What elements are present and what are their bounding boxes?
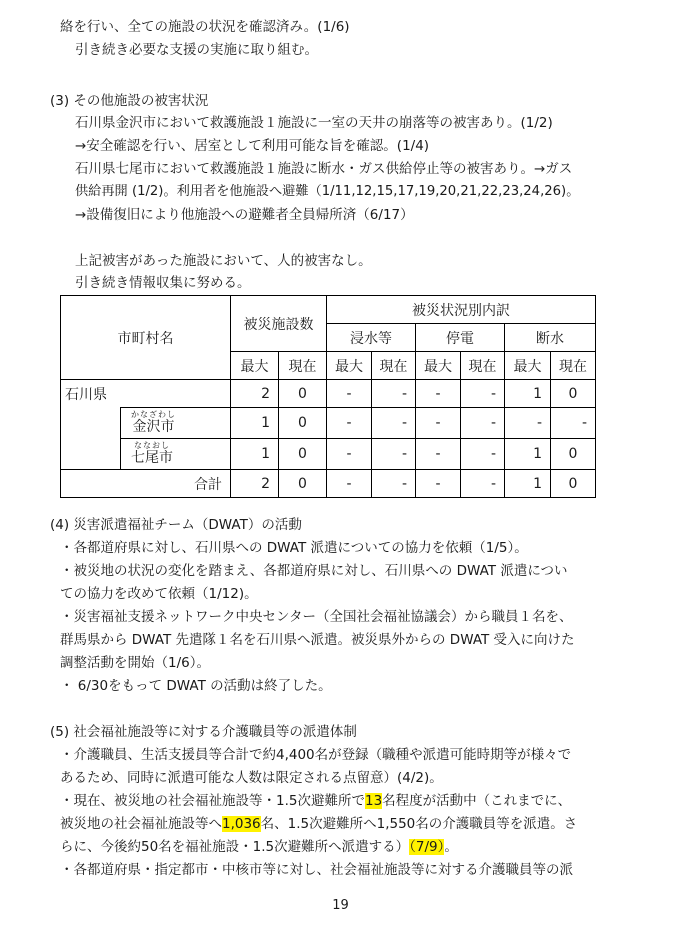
text-line: →安全確認を行い、居室として利用可能な旨を確認。(1/4) <box>75 138 430 154</box>
table-cell: 0 <box>279 380 327 408</box>
table-cell: - <box>505 408 551 439</box>
table-cell: - <box>416 439 461 470</box>
table-cell: 0 <box>279 470 327 498</box>
table-cell: 1 <box>505 380 551 408</box>
table-row <box>61 439 596 470</box>
table-cell: - <box>327 408 372 439</box>
table-cell: 2 <box>231 380 279 408</box>
row-name-kanazawa <box>121 408 231 439</box>
table-cell: 1 <box>231 439 279 470</box>
text-span: 被災地の社会福祉施設等へ <box>60 816 222 832</box>
table-cell: - <box>416 408 461 439</box>
header-max: 最大 <box>416 352 461 380</box>
text-line: 石川県七尾市において救護施設１施設に断水・ガス供給停止等の被害あり。→ガス <box>75 161 573 177</box>
header-municipality: 市町村名 <box>61 296 231 380</box>
table-cell: 2 <box>231 470 279 498</box>
text-line: 引き続き必要な支援の実施に取り組む。 <box>75 42 318 58</box>
section-heading-5: (5) 社会福祉施設等に対する介護職員等の派遣体制 <box>50 724 357 740</box>
text-line: ・各都道府県に対し、石川県への DWAT 派遣についての協力を依頼（1/5）。 <box>60 540 528 556</box>
table-cell: - <box>327 439 372 470</box>
damage-table <box>60 295 596 498</box>
page-number: 19 <box>332 898 349 913</box>
text-line <box>60 792 571 810</box>
table-row <box>61 408 596 439</box>
ruby-text: ななおし <box>134 441 170 450</box>
header-now: 現在 <box>551 352 596 380</box>
highlighted-date: （7/9） <box>409 839 445 855</box>
table-cell: 0 <box>551 470 596 498</box>
header-max: 最大 <box>231 352 279 380</box>
text-line: 調整活動を開始（1/6）。 <box>60 655 210 671</box>
header-damaged-count: 被災施設数 <box>231 296 327 352</box>
text-span: ・現在、被災地の社会福祉施設等・1.5次避難所で <box>60 793 365 809</box>
row-name-prefecture: 石川県 <box>61 380 231 408</box>
text-line <box>60 838 458 856</box>
text-line: ての協力を改めて依頼（1/12)。 <box>60 586 258 602</box>
header-now: 現在 <box>372 352 416 380</box>
table-cell: - <box>372 470 416 498</box>
table-cell: 0 <box>279 439 327 470</box>
text-line: あるため、同時に派遣可能な人数は限定される点留意）(4/2)。 <box>60 770 443 786</box>
table-cell: - <box>461 439 505 470</box>
header-breakdown: 被災状況別内訳 <box>327 296 596 324</box>
text-line: 石川県金沢市において救護施設１施設に一室の天井の崩落等の被害あり。(1/2) <box>75 115 553 131</box>
table-cell: 0 <box>551 380 596 408</box>
row-name-nanao <box>121 439 231 470</box>
table-cell: 1 <box>505 439 551 470</box>
highlighted-number: 1,036 <box>222 816 261 832</box>
section-heading-3: (3) その他施設の被害状況 <box>50 93 209 109</box>
table-cell: 0 <box>279 408 327 439</box>
text-line: ・介護職員、生活支援員等合計で約4,400名が登録（職種や派遣可能時期等が様々で <box>60 747 572 763</box>
table-cell: - <box>461 470 505 498</box>
city-name: 金沢市 <box>132 419 175 435</box>
text-line: →設備復旧により他施設への避難者全員帰所済（6/17） <box>75 207 414 223</box>
header-max: 最大 <box>327 352 372 380</box>
row-name-total: 合計 <box>61 470 231 498</box>
text-line: ・災害福祉支援ネットワーク中央センター（全国社会福祉協議会）から職員１名を、 <box>60 609 573 625</box>
table-cell: - <box>372 439 416 470</box>
text-span: 名、1.5次避難所へ1,550名の介護職員等を派遣。さ <box>260 816 578 832</box>
table-cell: - <box>416 380 461 408</box>
text-line: ・被災地の状況の変化を踏まえ、各都道府県に対し、石川県への DWAT 派遣につい <box>60 563 568 579</box>
text-span: 名程度が活動中（これまでに、 <box>382 793 572 809</box>
text-span: らに、今後約50名を福祉施設・1.5次避難所へ派遣する） <box>60 839 410 855</box>
highlighted-number: 13 <box>364 793 383 809</box>
text-line: ・ 6/30をもって DWAT の活動は終了した。 <box>60 678 332 694</box>
table-cell: - <box>461 380 505 408</box>
table-cell: - <box>327 380 372 408</box>
table-cell: 0 <box>551 439 596 470</box>
table-cell: 1 <box>231 408 279 439</box>
city-name: 七尾市 <box>131 450 173 466</box>
header-water: 断水 <box>505 324 596 352</box>
table-row <box>61 380 596 408</box>
header-flood: 浸水等 <box>327 324 416 352</box>
table-cell: - <box>461 408 505 439</box>
header-now: 現在 <box>461 352 505 380</box>
text-span: 。 <box>444 839 458 855</box>
text-line: ・各都道府県・指定都市・中核市等に対し、社会福祉施設等に対する介護職員等の派 <box>60 862 573 878</box>
text-line: 供給再開 (1/2)。利用者を他施設へ避難（1/11,12,15,17,19,20,21,22,23,24,26)。 <box>75 184 580 199</box>
text-line: 上記被害があった施設において、人的被害なし。 <box>75 253 372 269</box>
table-cell: - <box>416 470 461 498</box>
table-cell: - <box>372 380 416 408</box>
table-cell: 1 <box>505 470 551 498</box>
header-power: 停電 <box>416 324 505 352</box>
text-line: 引き続き情報収集に努める。 <box>75 275 251 291</box>
header-now: 現在 <box>279 352 327 380</box>
table-cell: - <box>372 408 416 439</box>
section-heading-4: (4) 災害派遣福祉チーム（DWAT）の活動 <box>50 517 302 533</box>
table-row-total <box>61 470 596 498</box>
text-line <box>60 815 577 833</box>
table-cell: - <box>551 408 596 439</box>
text-line: 群馬県から DWAT 先遣隊１名を石川県へ派遣。被災県外からの DWAT 受入に向けた <box>60 632 575 648</box>
header-max: 最大 <box>505 352 551 380</box>
text-line: 絡を行い、全ての施設の状況を確認済み。(1/6) <box>60 19 350 35</box>
ruby-text: かなざわし <box>131 410 176 419</box>
table-cell: - <box>327 470 372 498</box>
